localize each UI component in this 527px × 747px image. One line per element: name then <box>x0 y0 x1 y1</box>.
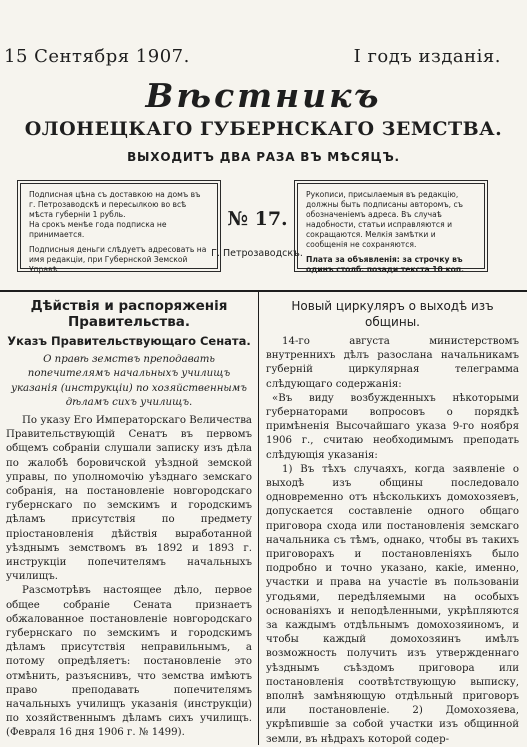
publication-frequency: ВЫХОДИТЪ ДВА РАЗА ВЪ МѢСЯЦЪ. <box>127 150 400 164</box>
article-heading: Новый циркуляръ о выходѣ изъ общины. <box>291 299 494 329</box>
subscription-term: На срокъ менѣе года подписка не принимается. <box>29 220 167 239</box>
advertising-rate-text: Плата за объявленія: за строчку въ одинъ столб. позади текста 10 коп. <box>306 255 464 274</box>
subscription-info-box <box>20 183 218 274</box>
article-paragraph-3: 1) Въ тѣхъ случаяхъ, когда заявленіе о выходѣ изъ общины последовало одновременно отъ нѣсколькихъ домохозяевъ, допускается составленіе одного общаго приговора схода или постановленія земскаго начальника съ тѣмъ, однако, чтобы въ такихъ приговорахъ и постановленіяхъ было подробно и точно указано, какіе, именно, участки и права на участіе въ пользованіи угодьями, передѣляемыми на особыхъ основаніяхъ и неподѣленными, укрѣпляются за каждымъ отдѣльнымъ домохозяиномъ, и чтобы каждый домохозяинъ имѣлъ возможность получить изъ утвержденнаго уѣзднымъ съѣздомъ приговора или постановленія соотвѣтствующую выписку, вполнѣ замѣняющую отдѣльный приговоръ или постановленіе. 2) Домохозяева, укрѣпившіе за собой участки изъ общинной земли, въ нѣдрахъ которой содер- <box>266 463 519 745</box>
header-divider <box>0 290 527 292</box>
issue-city: Г. Петрозаводскъ. <box>211 248 303 259</box>
article-paragraph-1: 14-го августа министерствомъ внутреннихъ дѣлъ разослана начальникамъ губерній циркулярная телеграмма слѣдующаго содержанія: <box>266 336 519 390</box>
issue-number: № 17. <box>227 208 288 230</box>
subscription-address: Подписныя деньги слѣдуетъ адресовать на имя редакціи, при Губернской Земской Управѣ. <box>29 245 207 274</box>
left-column <box>6 298 252 741</box>
publication-year: I годъ изданія. <box>353 46 501 67</box>
column-divider <box>258 292 259 745</box>
manuscripts-rules: Рукописи, присылаемыя въ редакцію, должны быть подписаны авторомъ, съ обозначеніемъ адреса. Въ случаѣ надобности, статьи исправляются и сокращаются. Мелкія замѣтки и сообщенія не сохраняются. <box>306 190 464 249</box>
decree-summary: О правѣ земствъ преподавать попечителямъ начальныхъ училищъ указанія (инструкціи) по хозяйственнымъ дѣламъ сихъ училищъ. <box>11 354 247 408</box>
subscription-price: Подписная цѣна съ доставкою на домъ въ г. Петрозаводскѣ и пересылкою во всѣ мѣста губерніи 1 рубль. <box>29 190 201 219</box>
section-heading: Дѣйствія и распоряженія Правительства. <box>30 298 228 330</box>
advertising-rate <box>306 255 476 275</box>
manuscripts-info-box <box>297 183 485 274</box>
right-column <box>266 298 519 747</box>
masthead-title: Вѣстникъ <box>145 76 382 115</box>
section-subheading: Указъ Правительствующаго Сената. <box>7 334 251 348</box>
issue-date: 15 Сентября 1907. <box>4 46 190 67</box>
decree-paragraph-1: По указу Его Императорскаго Величества Правительствующій Сенатъ въ первомъ общемъ собраніи слушали записку изъ дѣла по жалобѣ боровичской уѣздной земской управы, по уполномочію уѣзднаго земскаго собранія, на постановленіе новгородскаго губернскаго по земскимъ и городскимъ дѣламъ присутствія по предмету пріостановленія дѣйствія выработанной уѣзднымъ земствомъ въ 1892 и 1893 г. инструкціи попечителямъ начальныхъ училищъ. <box>6 415 252 583</box>
decree-paragraph-2: Разсмотрѣвъ настоящее дѣло, первое общее собраніе Сената признаетъ обжалованное постановленіе новгородскаго губернскаго по земскимъ и городскимъ дѣламъ присутствія неправильнымъ, а потому опредѣляетъ: постановленіе это отмѣнить, разъяснивъ, что земства имѣютъ право преподавать попечителямъ начальныхъ училищъ указанія (инструкціи) по хозяйственнымъ дѣламъ сихъ училищъ. (Февраля 16 дня 1906 г. № 1499). <box>6 585 252 739</box>
masthead-subtitle: ОЛОНЕЦКАГО ГУБЕРНСКАГО ЗЕМСТВА. <box>24 118 503 140</box>
article-paragraph-2: «Въ виду возбужденныхъ нѣкоторыми губернаторами вопросовъ о порядкѣ примѣненія Высочайшаго указа 9-го ноября 1906 г., считаю необходимымъ преподать слѣдующія указанія: <box>266 392 519 461</box>
